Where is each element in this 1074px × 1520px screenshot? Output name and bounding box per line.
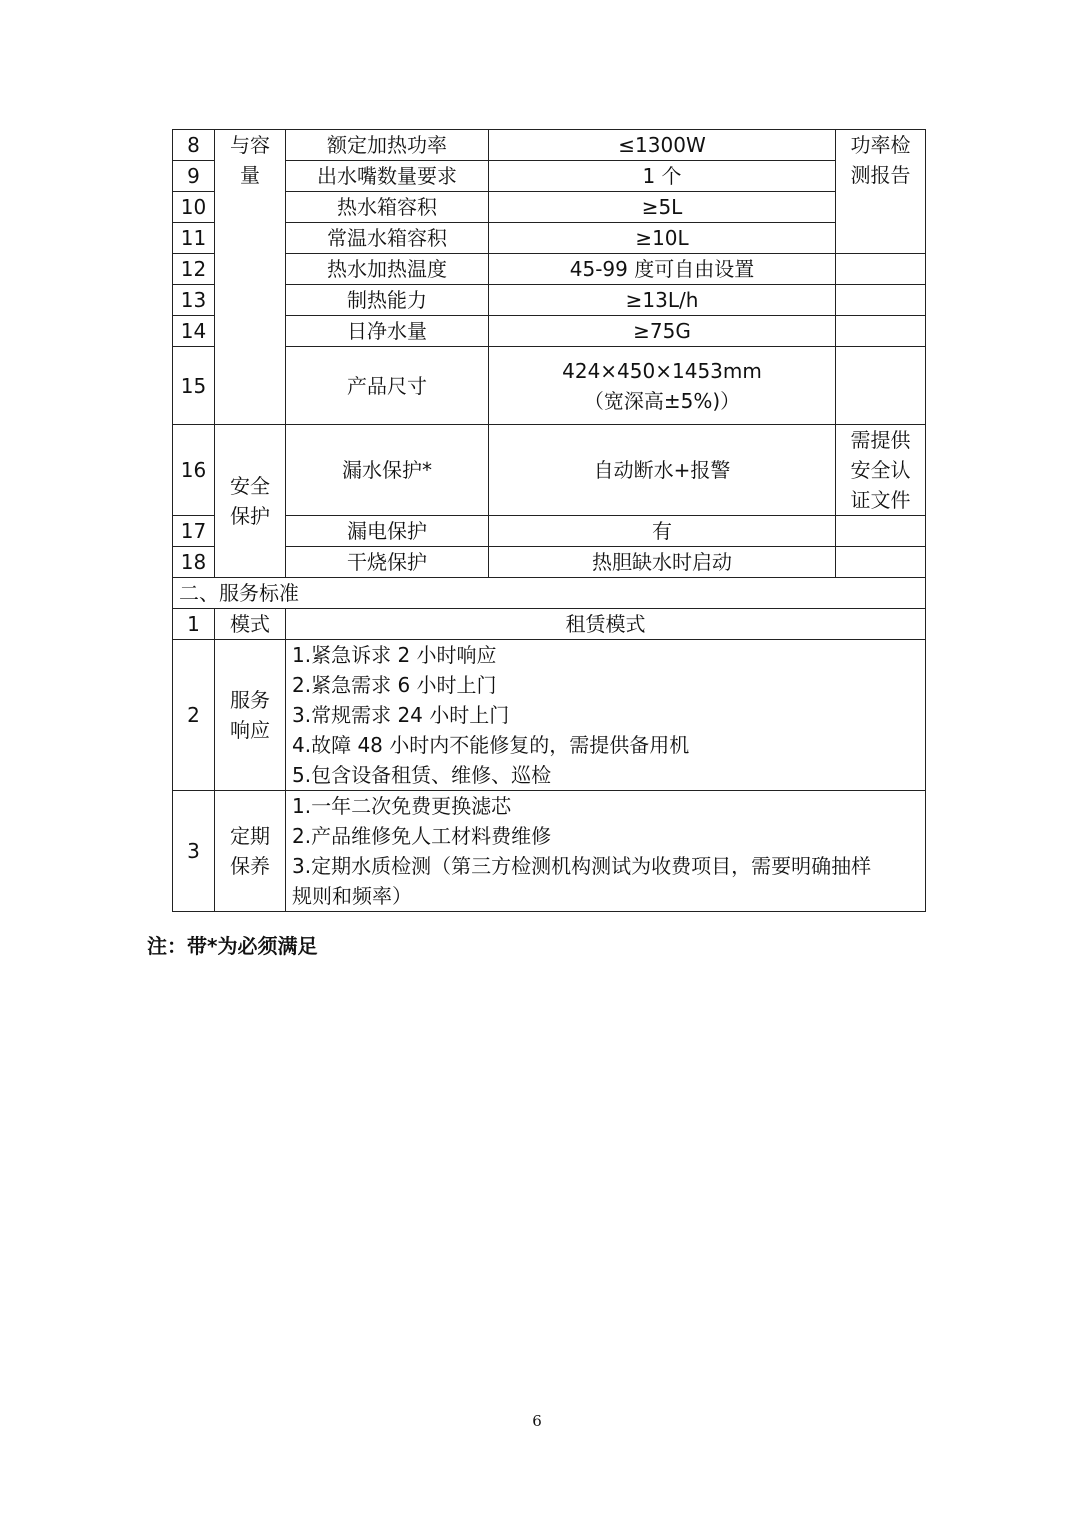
proof-cell-empty	[836, 347, 926, 425]
category-cell	[215, 130, 286, 425]
category-label: 安全	[230, 474, 270, 498]
item-name: 制热能力	[286, 285, 489, 316]
proof-cell-empty	[836, 516, 926, 547]
item-value: ≤1300W	[489, 130, 836, 161]
service-content: 租赁模式	[286, 609, 926, 640]
table-row	[173, 223, 926, 254]
item-name: 漏电保护	[286, 516, 489, 547]
proof-label: 测报告	[850, 163, 911, 187]
category-label: 响应	[230, 718, 270, 742]
category-label: 保护	[230, 504, 270, 528]
proof-label: 需提供	[850, 428, 911, 452]
size-tolerance: （宽深高±5%)）	[583, 388, 741, 413]
row-number: 18	[173, 547, 215, 578]
proof-label: 功率检	[850, 133, 911, 157]
table-row	[173, 161, 926, 192]
item-value: ≥13L/h	[489, 285, 836, 316]
proof-cell	[836, 425, 926, 516]
category-label: 保养	[230, 854, 270, 878]
item-name: 出水嘴数量要求	[286, 161, 489, 192]
service-line: 规则和频率）	[292, 884, 412, 908]
row-number: 8	[173, 130, 215, 161]
table-row	[173, 254, 926, 285]
item-name: 额定加热功率	[286, 130, 489, 161]
row-number: 17	[173, 516, 215, 547]
table-row	[173, 640, 926, 791]
row-number: 1	[173, 609, 215, 640]
table-row	[173, 609, 926, 640]
proof-cell-empty	[836, 547, 926, 578]
section-title: 二、服务标准	[173, 578, 926, 609]
service-line: 3.定期水质检测（第三方检测机构测试为收费项目，需要明确抽样	[292, 854, 872, 878]
category-label: 与容	[230, 133, 270, 157]
item-value	[489, 347, 836, 425]
row-number: 11	[173, 223, 215, 254]
row-number: 12	[173, 254, 215, 285]
table-row	[173, 516, 926, 547]
item-value: 1 个	[489, 161, 836, 192]
section-header-row	[173, 578, 926, 609]
table-row	[173, 192, 926, 223]
table-row	[173, 791, 926, 912]
item-name: 漏水保护*	[286, 425, 489, 516]
category-label: 定期	[230, 824, 270, 848]
row-number: 14	[173, 316, 215, 347]
item-name: 常温水箱容积	[286, 223, 489, 254]
row-number: 16	[173, 425, 215, 516]
service-line: 4.故障 48 小时内不能修复的，需提供备用机	[292, 733, 690, 757]
service-line: 2.紧急需求 6 小时上门	[292, 673, 497, 697]
item-value: ≥5L	[489, 192, 836, 223]
size-value: 424×450×1453mm	[562, 358, 762, 383]
item-value: 45-99 度可自由设置	[489, 254, 836, 285]
row-number: 3	[173, 791, 215, 912]
category-label: 量	[240, 163, 260, 187]
item-name: 产品尺寸	[286, 347, 489, 425]
service-line: 3.常规需求 24 小时上门	[292, 703, 510, 727]
row-number: 13	[173, 285, 215, 316]
table-row	[173, 547, 926, 578]
item-value: ≥10L	[489, 223, 836, 254]
item-value: 自动断水+报警	[489, 425, 836, 516]
proof-cell-empty	[836, 316, 926, 347]
row-number: 9	[173, 161, 215, 192]
row-number: 15	[173, 347, 215, 425]
table-row	[173, 130, 926, 161]
table-row	[173, 316, 926, 347]
category-label: 服务	[230, 688, 270, 712]
item-name: 热水箱容积	[286, 192, 489, 223]
service-line: 1.一年二次免费更换滤芯	[292, 794, 512, 818]
category-label: 模式	[215, 609, 286, 640]
item-name: 热水加热温度	[286, 254, 489, 285]
item-value: 有	[489, 516, 836, 547]
item-value: ≥75G	[489, 316, 836, 347]
service-content	[286, 791, 926, 912]
category-cell	[215, 425, 286, 578]
table-row	[173, 347, 926, 425]
service-content	[286, 640, 926, 791]
category-cell	[215, 791, 286, 912]
service-line: 2.产品维修免人工材料费维修	[292, 824, 552, 848]
category-cell	[215, 640, 286, 791]
proof-label: 安全认	[850, 458, 911, 482]
item-name: 日净水量	[286, 316, 489, 347]
page-number: 6	[532, 1412, 542, 1430]
table-row	[173, 285, 926, 316]
spec-table	[172, 129, 926, 912]
row-number: 2	[173, 640, 215, 791]
proof-cell-empty	[836, 254, 926, 285]
proof-cell	[836, 130, 926, 254]
service-line: 5.包含设备租赁、维修、巡检	[292, 763, 552, 787]
service-line: 1.紧急诉求 2 小时响应	[292, 643, 497, 667]
footnote: 注：带*为必须满足	[147, 934, 318, 958]
item-name: 干烧保护	[286, 547, 489, 578]
table-row	[173, 425, 926, 516]
proof-label: 证文件	[850, 488, 911, 512]
row-number: 10	[173, 192, 215, 223]
item-value: 热胆缺水时启动	[489, 547, 836, 578]
proof-cell-empty	[836, 285, 926, 316]
